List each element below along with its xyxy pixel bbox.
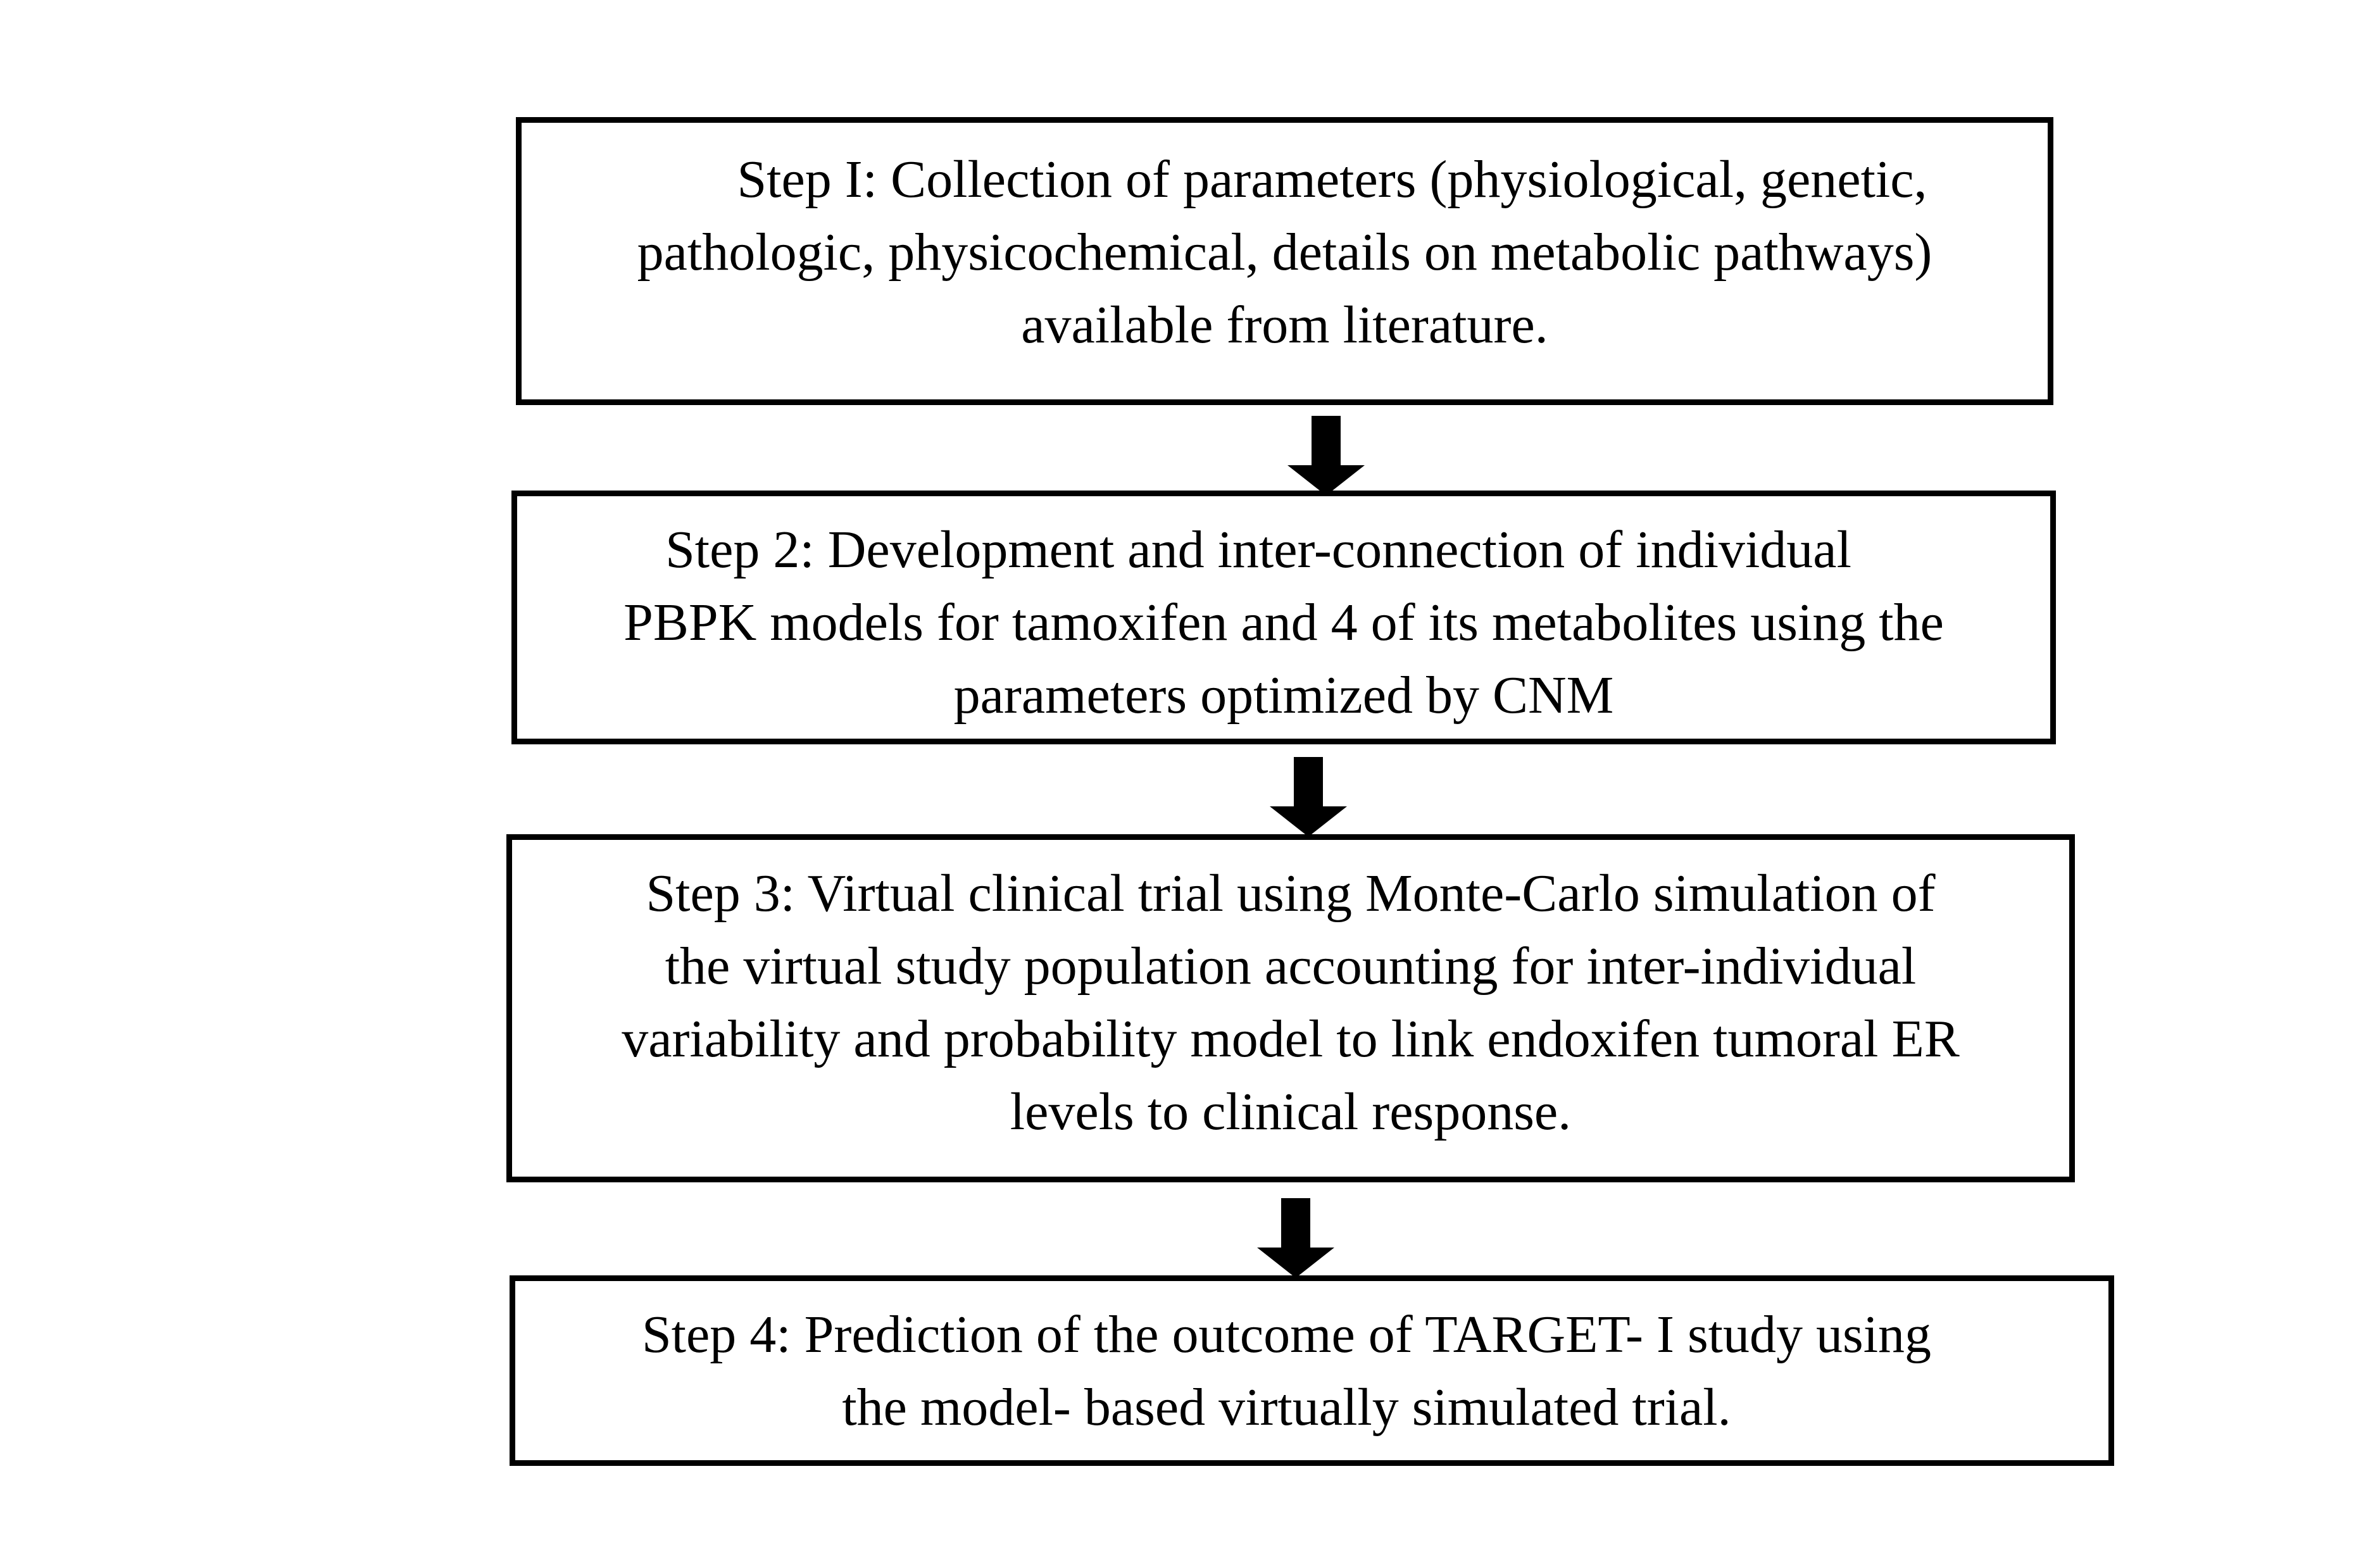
step-1-line-3: available from literature. <box>1021 296 1548 354</box>
step-2-box <box>511 491 2056 744</box>
step-3-line-4: levels to clinical response. <box>1010 1082 1572 1141</box>
down-arrow-icon <box>1294 757 1323 839</box>
step-2-line-2: PBPK models for tamoxifen and 4 of its metabolites using the <box>623 593 1944 652</box>
step-4-line-2: the model- based virtually simulated trial. <box>842 1378 1731 1437</box>
step-1-line-2: pathologic, physicochemical, details on metabolic pathways) <box>637 223 1932 282</box>
step-2-line-3: parameters optimized by CNM <box>953 666 1614 725</box>
step-3-line-2: the virtual study population accounting for inter-individual <box>665 937 1917 996</box>
down-arrow-icon <box>1312 416 1341 496</box>
step-3-line-3: variability and probability model to link endoxifen tumoral ER <box>622 1010 1960 1068</box>
step-3-box <box>506 834 2075 1182</box>
step-3-line-1: Step 3: Virtual clinical trial using Monte-Carlo simulation of <box>646 864 1936 923</box>
step-4-box <box>510 1275 2114 1466</box>
step-4-line-1: Step 4: Prediction of the outcome of TARGET- I study using <box>641 1305 1932 1364</box>
step-1-line-1: Step I: Collection of parameters (physiological, genetic, <box>737 150 1927 209</box>
step-1-box <box>516 117 2053 405</box>
step-2-line-1: Step 2: Development and inter-connection of individual <box>665 520 1851 579</box>
down-arrow-icon <box>1281 1198 1310 1279</box>
